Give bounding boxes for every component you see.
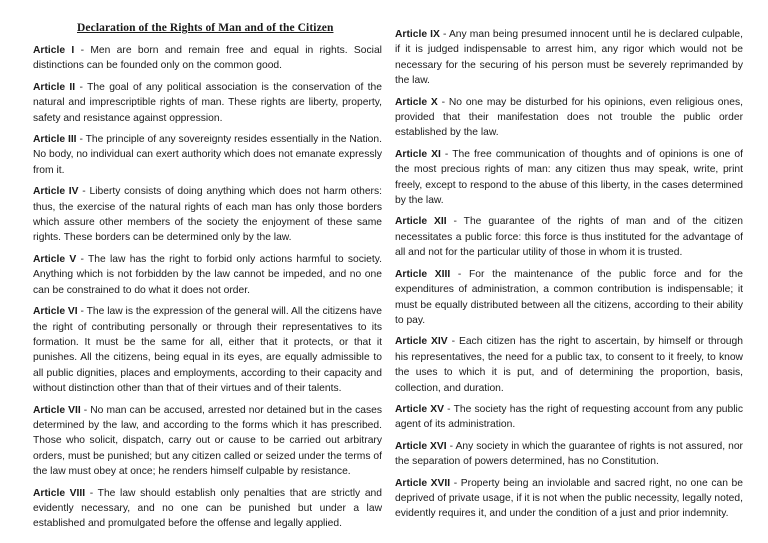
article-label: Article II bbox=[33, 81, 76, 93]
article-12 bbox=[395, 214, 743, 260]
article-10 bbox=[395, 95, 743, 141]
article-label: Article VII bbox=[33, 404, 81, 416]
article-label: Article IV bbox=[33, 186, 79, 198]
article-text: - The free communication of thoughts and of opinions is one of the most precious rights of man: any citizen thus may speak, write, print freely, except to respond to the abuse of this liberty, in the cases determined by the law. bbox=[395, 148, 743, 207]
article-label: Article XII bbox=[395, 216, 447, 228]
article-6 bbox=[33, 304, 382, 396]
article-label: Article XIII bbox=[395, 268, 451, 280]
article-11 bbox=[395, 147, 743, 209]
article-3 bbox=[33, 132, 382, 178]
article-label: Article XV bbox=[395, 403, 444, 415]
article-text: - The society has the right of requesting account from any public agent of its administration. bbox=[395, 403, 743, 431]
article-text: - Any society in which the guarantee of rights is not assured, nor the separation of powers determined, has no Constitution. bbox=[395, 440, 743, 468]
article-label: Article XIV bbox=[395, 336, 448, 348]
article-text: - Any man being presumed innocent until he is declared culpable, if it is judged indispensable to arrest him, any rigor which would not be necessary for the securing of his person must be severely reprimanded by the law. bbox=[395, 29, 743, 87]
article-label: Article V bbox=[33, 253, 77, 265]
article-label: Article VIII bbox=[33, 487, 86, 499]
article-5 bbox=[33, 252, 382, 298]
article-text: - The law has the right to forbid only actions harmful to society. Anything which is not forbidden by the law cannot be impeded, and no one can be constrained to do what it does not order. bbox=[33, 253, 382, 296]
article-15 bbox=[395, 402, 743, 433]
article-16 bbox=[395, 439, 743, 470]
article-text: - No man can be accused, arrested nor detained but in the cases determined by the law, and according to the forms which it has prescribed. Those who solicit, dispatch, carry out or cause to be carried out arbitrary orders, must be punished; but any citizen called or seized under the terms of the law must obey at once; he renders himself culpable by resistance. bbox=[33, 404, 382, 478]
article-text: - For the maintenance of the public force and for the expenditures of administration, a common contribution is indispensable; it must be equally distributed between all the citizens, according to their ability to pay. bbox=[395, 268, 744, 326]
article-2 bbox=[33, 80, 382, 126]
article-text: - The principle of any sovereignty resides essentially in the Nation. No body, no individual can exert authority which does not emanate expressly from it. bbox=[33, 134, 382, 176]
article-text: - The law should establish only penalties that are strictly and evidently necessary, and no one can be punished but under a law established and promulgated before the offense and legally applied. bbox=[33, 487, 383, 530]
article-text: - Liberty consists of doing anything which does not harm others: thus, the exercise of the natural rights of each man has only those borders which assure other members of the society the enjoyment of these same rights. These borders can be determined only by the law. bbox=[33, 186, 382, 244]
article-7 bbox=[33, 403, 382, 480]
article-label: Article VI bbox=[33, 306, 78, 318]
page-title: Declaration of the Rights of Man and of the Citizen bbox=[77, 22, 334, 34]
article-label: Article XI bbox=[395, 148, 441, 160]
article-text: - The goal of any political association is the conservation of the natural and imprescriptible rights of man. These rights are liberty, property, safety and resistance against oppression. bbox=[33, 81, 382, 124]
article-17 bbox=[395, 476, 743, 522]
article-label: Article IX bbox=[395, 29, 440, 40]
article-label: Article XVI bbox=[395, 440, 447, 452]
article-text: - Each citizen has the right to ascertain, by himself or through his representatives, the need for a public tax, to consent to it freely, to know the uses to which it is put, and of determining the proportion, basis, collection, and duration. bbox=[395, 336, 743, 394]
article-8 bbox=[33, 486, 382, 532]
article-label: Article XVII bbox=[395, 477, 451, 489]
article-1 bbox=[33, 43, 382, 74]
article-9 bbox=[395, 27, 743, 89]
article-14 bbox=[395, 334, 743, 396]
article-4 bbox=[33, 184, 382, 246]
article-text: - No one may be disturbed for his opinions, even religious ones, provided that their manifestation does not trouble the public order established by the law. bbox=[395, 96, 743, 139]
article-text: - Property being an inviolable and sacred right, no one can be deprived of private usage, if it is not when the public necessity, legally noted, evidently requires it, and under the condition of a just and prior indemnity. bbox=[395, 477, 743, 520]
article-text: - Men are born and remain free and equal in rights. Social distinctions can be founded only on the common good. bbox=[33, 45, 382, 72]
article-text: - The law is the expression of the general will. All the citizens have the right of contributing personally or through their representatives to its formation. It must be the same for all, either that it protects, or that it punishes. All the citizens, being equal in its eyes, are equally admissible to all public dignities, places and employments, according to their capacity and without distinction other than that of their virtues and of their talents. bbox=[33, 306, 382, 395]
article-13 bbox=[395, 267, 743, 329]
article-label: Article I bbox=[33, 45, 75, 56]
article-text: - The guarantee of the rights of man and of the citizen necessitates a public force: this force is thus instituted for the advantage of all and not for the particular utility of those in whom it is trusted. bbox=[395, 216, 743, 259]
article-label: Article X bbox=[395, 96, 438, 108]
right-column bbox=[395, 27, 743, 528]
article-label: Article III bbox=[33, 134, 77, 146]
left-column bbox=[33, 22, 382, 538]
